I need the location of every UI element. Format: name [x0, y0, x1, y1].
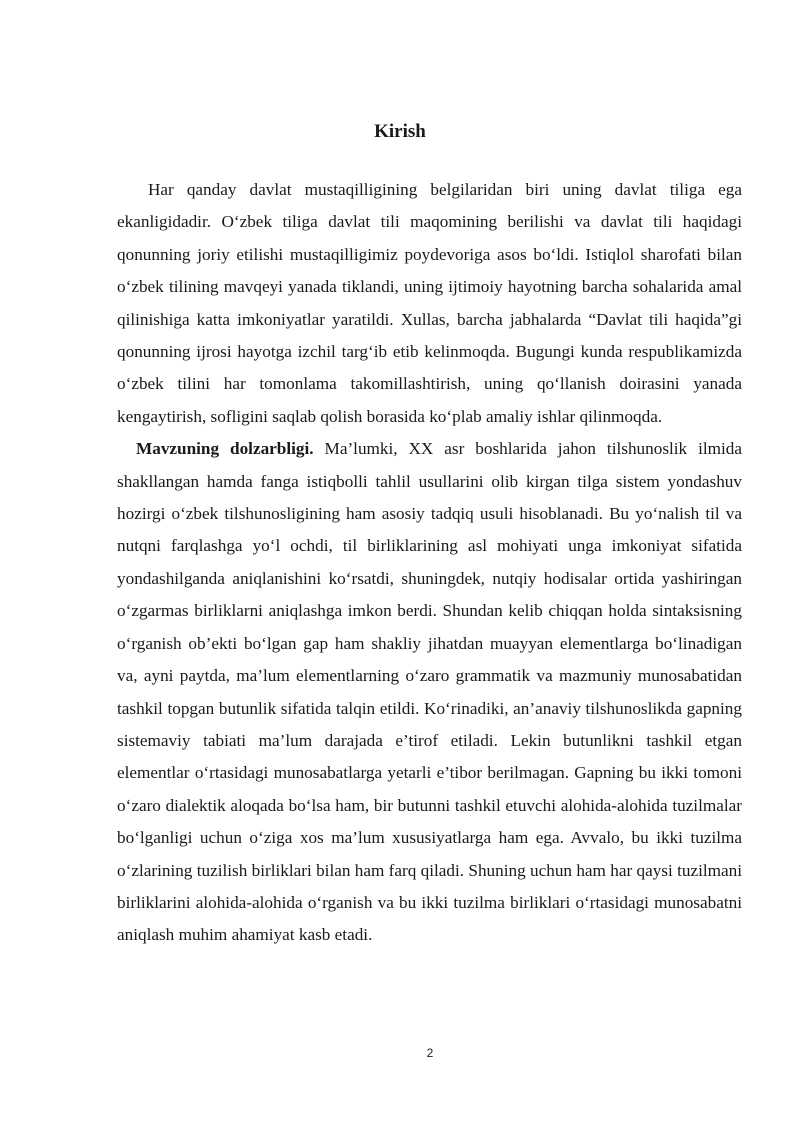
paragraph-intro — [117, 174, 742, 433]
paragraph-relevance — [117, 433, 742, 952]
paragraph-intro-text: Har qanday davlat mustaqilligining belgilaridan biri uning davlat tiliga ega ekanligidadir. O‘zbek tiliga davlat tili maqomining berilishi va davlat tili haqidagi qonunning joriy etilishi mustaqilligimiz poydevoriga asos bo‘ldi. Istiqlol sharofati bilan o‘zbek tilining mavqeyi yanada tiklandi, uning ijtimoiy hayotning barcha sohalarida amal qilinishiga katta imkoniyatlar yaratildi. Xullas, barcha jabhalarda “Davlat tili haqida”gi qonunning ijrosi hayotga izchil targ‘ib etib kelinmoqda. Bugungi kunda respublikamizda o‘zbek tilini har tomonlama takomillashtirish, uning qo‘llanish doirasini yanada kengaytirish, sofligini saqlab qolish borasida ko‘plab amaliy ishlar qilinmoqda. — [117, 180, 742, 426]
page-title: Kirish — [374, 121, 426, 142]
paragraph-relevance-text: Ma’lumki, XX asr boshlarida jahon tilshunoslik ilmida shakllangan hamda fanga istiqbolli tahlil usullarini olib kirgan tilga sistem yondashuv hozirgi o‘zbek tilshunosligining ham asosiy tadqiq usuli hisoblanadi. Bu yo‘nalish til va nutqni farqlashga yo‘l ochdi, til birliklarining asl mohiyati unga imkoniyat sifatida yondashilganda aniqlanishini ko‘rsatdi, shuningdek, nutqiy hodisalar ortida yashiringan o‘zgarmas birliklarni aniqlashga imkon berdi. Shundan kelib chiqqan holda sintaksisning o‘rganish ob’ekti bo‘lgan gap ham shakliy jihatdan muayyan elementlarga bo‘linadigan va, ayni paytda, ma’lum elementlarning o‘zaro grammatik va mazmuniy munosabatidan tashkil topgan butunlik sifatida talqin etildi. Ko‘rinadiki, an’anaviy tilshunoslikda gapning sistemaviy tabiati ma’lum darajada e’tirof etiladi. Lekin butunlikni tashkil etgan elementlar o‘rtasidagi munosabatlarga yetarli e’tibor berilmagan. Gapning bu ikki tomoni o‘zaro dialektik aloqada bo‘lsa ham, bir butunni tashkil etuvchi alohida-alohida tuzilmalar bo‘lganligi uchun o‘ziga xos ma’lum xususiyatlarga ham ega. Avvalo, bu ikki tuzilma o‘zlarining tuzilish birliklari bilan ham farq qiladi. Shuning uchun ham har qaysi tuzilmani birliklarini alohida-alohida o‘rganish va bu ikki tuzilma birliklari o‘rtasidagi munosabatni aniqlash muhim ahamiyat kasb etadi. — [117, 439, 743, 945]
page-number: 2 — [426, 1046, 434, 1060]
body-text — [117, 174, 742, 952]
paragraph-relevance-heading: Mavzuning dolzarbligi. — [136, 439, 314, 459]
